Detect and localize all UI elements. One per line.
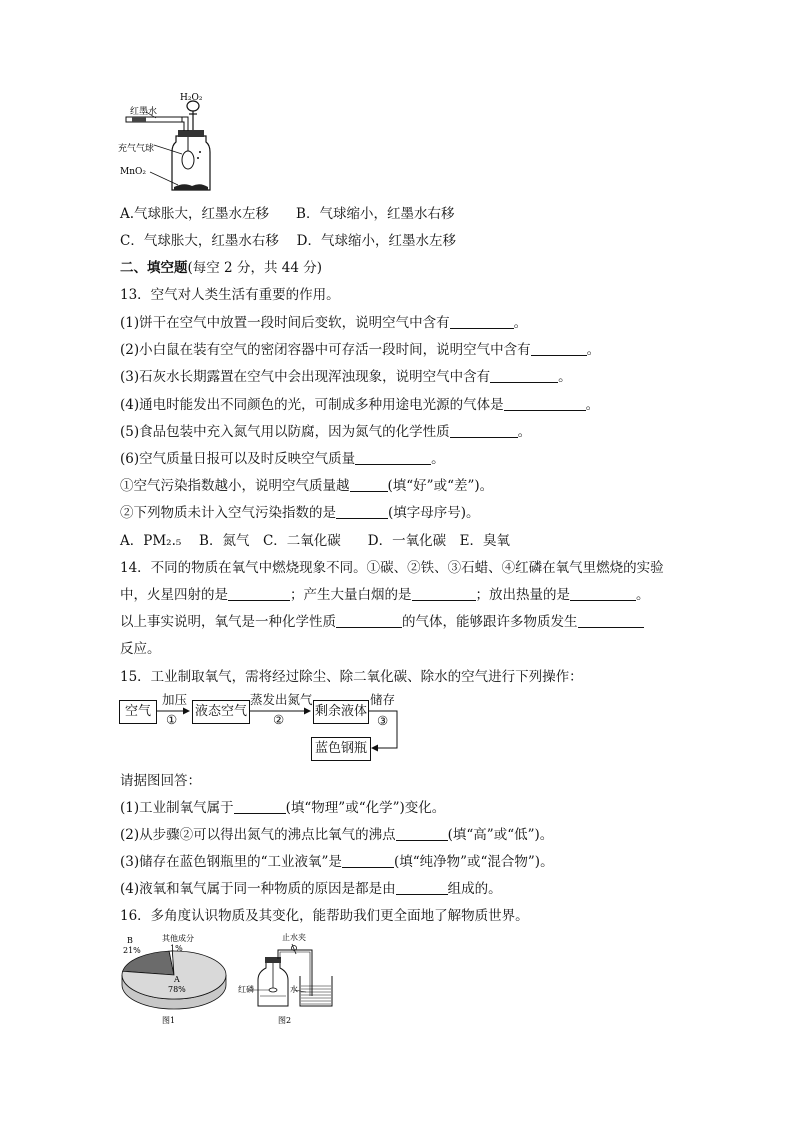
pie-label-a-pct: 78% [168,985,186,994]
q16-stem: 16．多角度认识物质及其变化，能帮助我们更全面地了解物质世界。 [120,908,529,924]
pie-label-other-pct: 1% [170,944,183,953]
q15-part1: (1)工业制氧气属于 (填“物理”或“化学”)变化。 [120,800,446,816]
q13-part6a: ①空气污染指数越小，说明空气质量越 (填“好”或“差”)。 [120,478,494,494]
q14-line1: 14．不同的物质在氧气中燃烧现象不同。①碳、②铁、③石蜡、④红磷在氧气里燃烧的实验 [120,560,664,576]
q15-part2: (2)从步骤②可以得出氮气的沸点比氧气的沸点 (填“高”或“低”)。 [120,827,554,843]
flow-box-liquid-air: 液态空气 [192,700,250,724]
fig2-caption: 图2 [278,1016,292,1025]
flow-box-blue-cylinder: 蓝色钢瓶 [311,737,371,761]
fig1-caption: 图1 [162,1016,176,1025]
fig2-apparatus [236,930,336,1026]
pie-label-a: A [174,975,180,984]
q13-part4: (4)通电时能发出不同颜色的光，可制成多种用途电光源的气体是 。 [120,397,600,413]
answer-blank[interactable] [396,826,448,841]
q15-part3: (3)储存在蓝色钢瓶里的“工业液氧”是 (填“纯净物”或“混合物”)。 [120,854,554,870]
q12-options-row1: A.气球胀大，红墨水左移 B．气球缩小，红墨水右移 [120,206,455,222]
pie-label-b: B [127,936,133,945]
flow-label-store: 储存 [370,692,396,707]
q13-options: A．PM₂.₅ B．氮气 C．二氧化碳 D．一氧化碳 E．臭氧 [120,533,510,549]
q13-part3: (3)石灰水长期露置在空气中会出现浑浊现象，说明空气中含有 。 [120,369,572,385]
q15-stem: 15．工业制取氧气，需将经过除尘、除二氧化碳、除水的空气进行下列操作： [120,669,583,685]
q13-part6: (6)空气质量日报可以及时反映空气质量 。 [120,451,445,467]
fig2-label-clamp: 止水夹 [282,933,306,942]
answer-blank[interactable] [234,799,286,814]
label-h2o2: H₂O₂ [180,93,203,103]
q14-line3: 以上事实说明，氧气是一种化学性质 的气体，能够跟许多物质发生 [120,613,644,631]
q13-stem: 13．空气对人类生活有重要的作用。 [120,287,340,303]
q14-line2: 中，火星四射的是 ；产生大量白烟的是 ；放出热量的是 。 [120,587,650,603]
q15-part4: (4)液氧和氧气属于同一种物质的原因是都是由 组成的。 [120,881,502,897]
flow-box-air: 空气 [119,700,157,724]
fig1-pie-chart [114,930,234,1026]
q13-part5: (5)食品包装中充入氮气用以防腐，因为氮气的化学性质 。 [120,424,532,440]
label-mno2: MnO₂ [120,167,146,177]
q13-part2: (2)小白鼠在装有空气的密闭容器中可存活一段时间，说明空气中含有 。 [120,342,601,358]
label-red-ink: 红墨水 [130,107,158,117]
flow-label-pressurize: 加压 [162,692,188,707]
pie-label-b-pct: 21% [123,946,141,955]
q12-options-row2: C．气球胀大，红墨水右移 D．气球缩小，红墨水左移 [120,233,456,249]
q14-line4: 反应。 [120,641,161,657]
flow-box-remaining-liquid: 剩余液体 [313,700,369,724]
answer-blank[interactable] [396,880,448,895]
answer-blank[interactable] [342,853,394,868]
fig2-label-water: 水 [290,985,298,994]
flow-step-1: ① [166,712,178,727]
q13-part6b: ②下列物质未计入空气污染指数的是 (填字母序号)。 [120,505,480,521]
flow-label-evaporate-nitrogen: 蒸发出氮气 [250,692,313,707]
q13-part1: (1)饼干在空气中放置一段时间后变软，说明空气中含有 。 [120,315,528,331]
label-balloon: 充气气球 [118,144,155,154]
fig2-label-red-phosphorus: 红磷 [238,985,254,994]
pie-label-other: 其他成分 [162,934,194,943]
flow-step-2: ② [273,712,285,727]
section-title-bold: 二、填空题 [120,260,188,276]
flow-step-3: ③ [377,713,389,728]
section-title-score: (每空 2 分，共 44 分) [187,260,322,276]
q15-prompt: 请据图回答： [120,773,201,789]
